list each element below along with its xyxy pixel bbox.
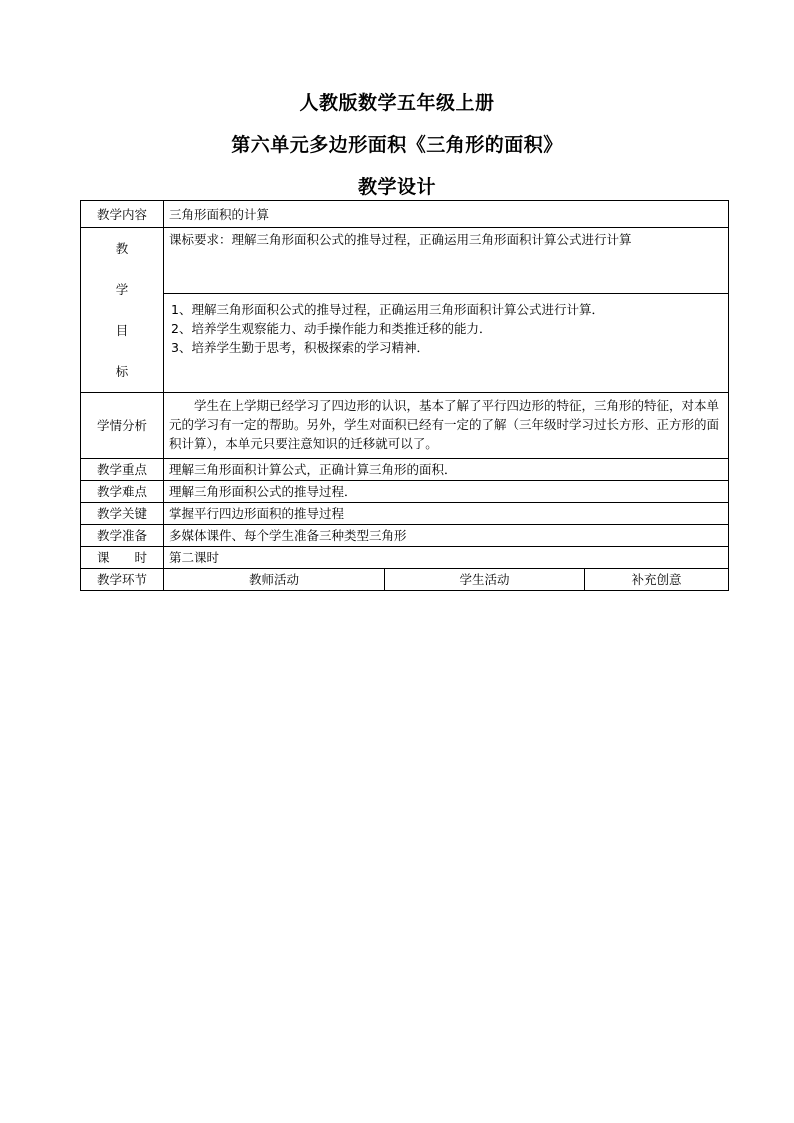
teacher-activity-header: 教师活动 — [164, 569, 385, 591]
difficulty-row — [81, 481, 729, 503]
analysis-row — [81, 393, 729, 459]
content-value: 三角形面积的计算 — [164, 201, 729, 228]
document-subtitle: 第六单元多边形面积《三角形的面积》 — [231, 134, 563, 156]
difficulty-label: 教学难点 — [81, 481, 164, 503]
lesson-plan-table — [80, 200, 729, 591]
standard-requirement: 课标要求：理解三角形面积公式的推导过程，正确运用三角形面积计算公式进行计算 — [164, 228, 729, 294]
crux-value: 掌握平行四边形面积的推导过程 — [164, 503, 729, 525]
key-point-label: 教学重点 — [81, 459, 164, 481]
goal-item: 1、理解三角形面积公式的推导过程，正确运用三角形面积计算公式进行计算． — [171, 301, 604, 317]
period-label: 课 时 — [81, 547, 164, 569]
content-row — [81, 201, 729, 228]
period-value: 第二课时 — [164, 547, 729, 569]
goals-label-char: 教 — [115, 241, 129, 256]
analysis-value: 学生在上学期已经学习了四边形的认识，基本了解了平行四边形的特征，三角形的特征，对本单元的学习有一定的帮助。另外，学生对面积已经有一定的了解（三年级时学习过长方形、正方形的面积计算），本单元只要注意知识的迁移就可以了。 — [164, 393, 729, 459]
goals-label — [81, 228, 164, 393]
goals-row — [81, 293, 729, 392]
key-point-value: 理解三角形面积计算公式，正确计算三角形的面积． — [164, 459, 729, 481]
stage-label: 教学环节 — [81, 569, 164, 591]
document-title: 人教版数学五年级上册 — [299, 92, 495, 114]
goals-label-char: 目 — [115, 323, 129, 338]
goals-label-char: 标 — [115, 364, 129, 379]
prep-label: 教学准备 — [81, 525, 164, 547]
prep-value: 多媒体课件、每个学生准备三种类型三角形 — [164, 525, 729, 547]
document-heading: 教学设计 — [357, 176, 436, 198]
goal-item: 2、培养学生观察能力、动手操作能力和类推迁移的能力． — [171, 320, 492, 336]
standard-row — [81, 228, 729, 294]
prep-row — [81, 525, 729, 547]
crux-row — [81, 503, 729, 525]
supplement-header: 补充创意 — [585, 569, 729, 591]
goals-list — [164, 293, 729, 392]
goal-item: 3、培养学生勤于思考，积极探索的学习精神． — [171, 339, 429, 355]
content-label: 教学内容 — [81, 201, 164, 228]
difficulty-value: 理解三角形面积公式的推导过程． — [164, 481, 729, 503]
key-point-row — [81, 459, 729, 481]
analysis-label: 学情分析 — [81, 393, 164, 459]
stage-header-row — [81, 569, 729, 591]
goals-label-char: 学 — [115, 282, 129, 297]
crux-label: 教学关键 — [81, 503, 164, 525]
period-row — [81, 547, 729, 569]
student-activity-header: 学生活动 — [385, 569, 585, 591]
